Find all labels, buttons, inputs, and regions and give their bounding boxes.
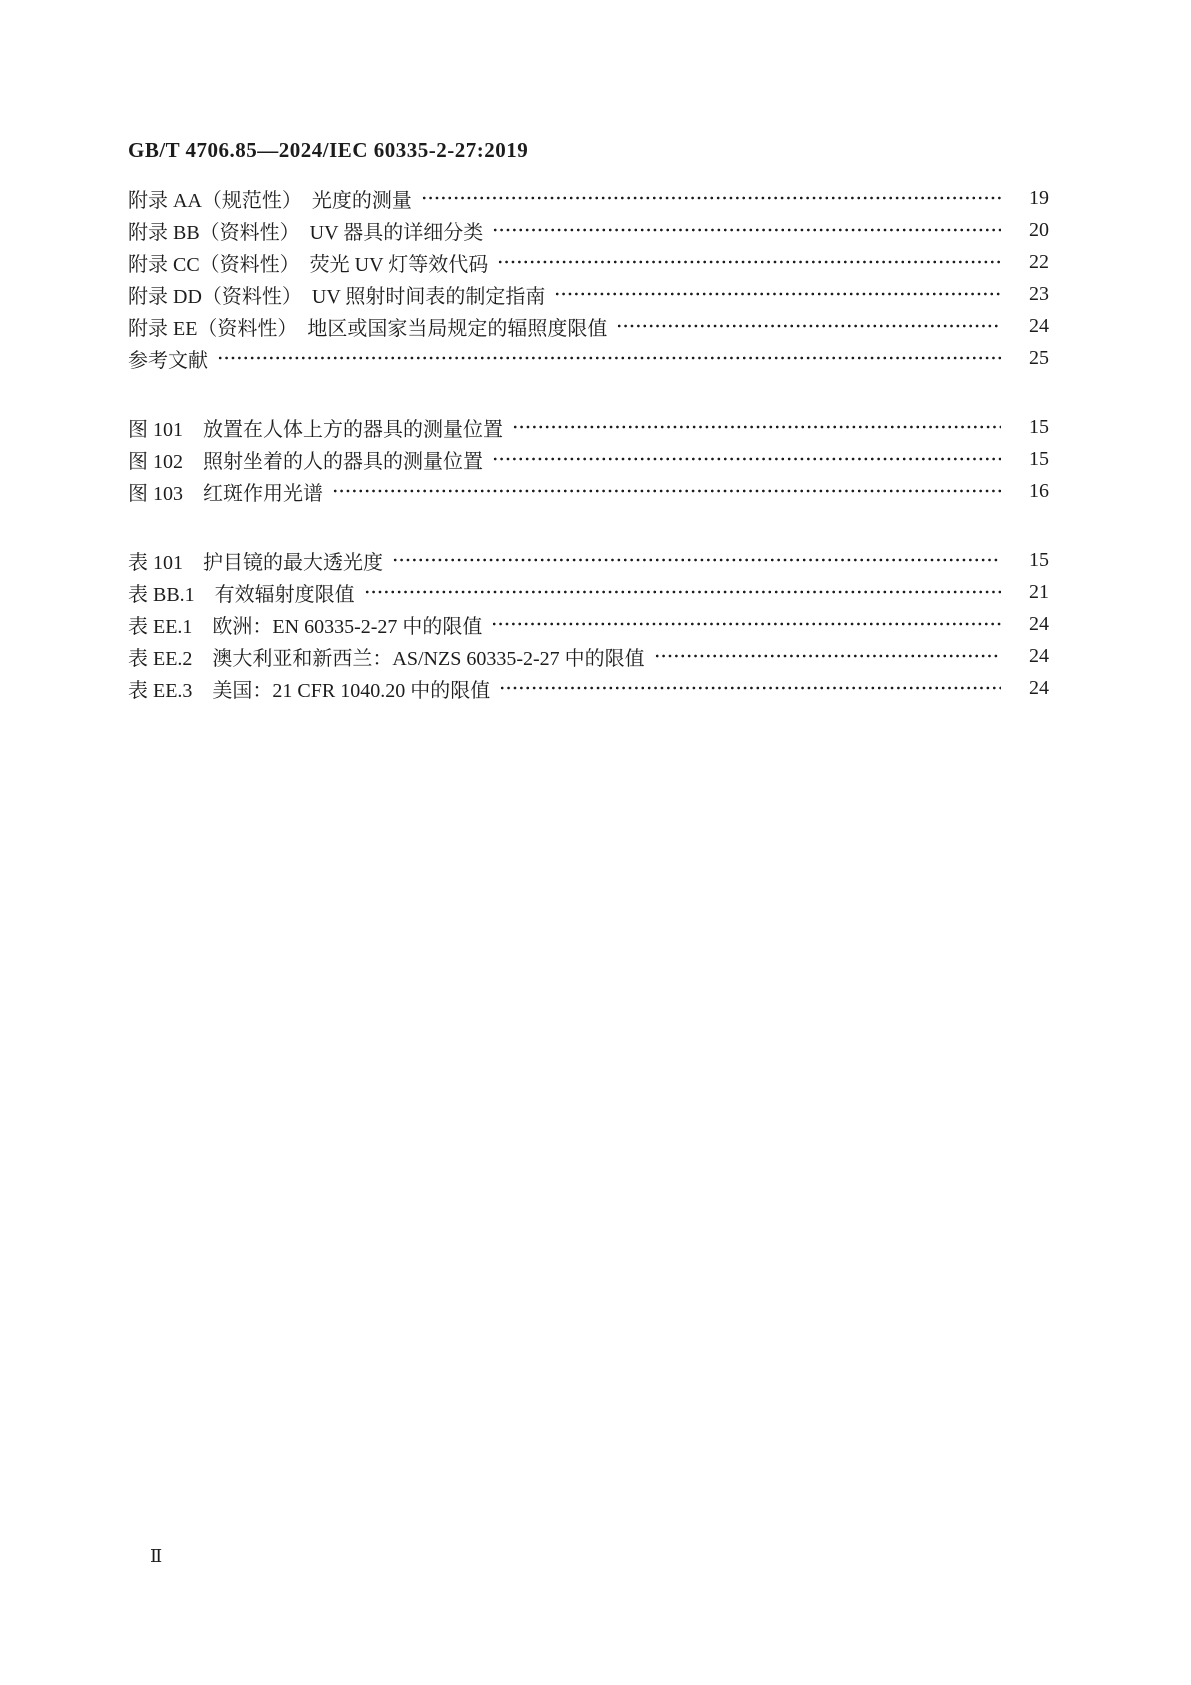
toc-entry-text: 表 101 护目镜的最大透光度 — [128, 551, 383, 574]
toc-section-tables — [128, 544, 1049, 704]
toc-entry-text: 表 EE.3 美国：21 CFR 1040.20 中的限值 — [128, 679, 491, 702]
toc-entry-figure-103 — [128, 475, 1049, 507]
toc-entry-table-bb1 — [128, 576, 1049, 608]
toc-entry-text: 附录 EE（资料性） 地区或国家当局规定的辐照度限值 — [128, 317, 608, 340]
toc-entry-table-101 — [128, 544, 1049, 576]
dot-leader — [654, 640, 1001, 672]
toc-section-annexes — [128, 182, 1049, 374]
toc-entry-page: 15 — [1029, 548, 1049, 571]
toc-entry-text: 表 EE.1 欧洲：EN 60335-2-27 中的限值 — [128, 615, 483, 638]
toc-entry-text: 附录 DD（资料性） UV 照射时间表的制定指南 — [128, 285, 546, 308]
dot-leader — [364, 576, 1001, 608]
toc-entry-page: 24 — [1029, 644, 1049, 667]
document-standard-number: GB/T 4706.85—2024/IEC 60335-2-27:2019 — [128, 138, 529, 162]
toc-entry-annex-cc — [128, 246, 1049, 278]
toc-entry-text: 表 EE.2 澳大利亚和新西兰：AS/NZS 60335-2-27 中的限值 — [128, 647, 645, 670]
toc-entry-page: 19 — [1029, 186, 1049, 209]
dot-leader — [392, 544, 1001, 576]
toc-entry-annex-dd — [128, 278, 1049, 310]
toc-entry-text: 参考文献 — [128, 349, 208, 372]
toc-entry-page: 16 — [1029, 479, 1049, 502]
dot-leader — [554, 278, 1001, 310]
toc-entry-text: 表 BB.1 有效辐射度限值 — [128, 583, 355, 606]
dot-leader — [332, 475, 1001, 507]
toc-entry-page: 22 — [1029, 250, 1049, 273]
toc-entry-annex-aa — [128, 182, 1049, 214]
dot-leader — [497, 246, 1001, 278]
dot-leader — [217, 342, 1001, 374]
toc-entry-page: 24 — [1029, 676, 1049, 699]
toc-entry-page: 15 — [1029, 415, 1049, 438]
toc-entry-text: 图 101 放置在人体上方的器具的测量位置 — [128, 418, 503, 441]
toc-entry-text: 附录 BB（资料性） UV 器具的详细分类 — [128, 221, 484, 244]
toc-entry-text: 附录 CC（资料性） 荧光 UV 灯等效代码 — [128, 253, 489, 276]
dot-leader — [492, 443, 1001, 475]
toc-entry-table-ee3 — [128, 672, 1049, 704]
toc-entry-page: 24 — [1029, 612, 1049, 635]
toc-entry-text: 图 102 照射坐着的人的器具的测量位置 — [128, 450, 483, 473]
toc-entry-figure-101 — [128, 411, 1049, 443]
toc-entry-page: 25 — [1029, 346, 1049, 369]
toc-entry-references — [128, 342, 1049, 374]
dot-leader — [616, 310, 1001, 342]
toc-entry-annex-ee — [128, 310, 1049, 342]
dot-leader — [421, 182, 1001, 214]
toc-entry-page: 21 — [1029, 580, 1049, 603]
toc-entry-annex-bb — [128, 214, 1049, 246]
toc-entry-text: 图 103 红斑作用光谱 — [128, 482, 323, 505]
dot-leader — [512, 411, 1001, 443]
dot-leader — [499, 672, 1001, 704]
table-of-contents — [128, 182, 1049, 704]
toc-entry-text: 附录 AA（规范性） 光度的测量 — [128, 189, 412, 212]
toc-section-figures — [128, 411, 1049, 507]
dot-leader — [492, 214, 1001, 246]
toc-entry-page: 20 — [1029, 218, 1049, 241]
toc-entry-page: 24 — [1029, 314, 1049, 337]
toc-entry-table-ee1 — [128, 608, 1049, 640]
page-number: Ⅱ — [150, 1546, 164, 1566]
toc-entry-page: 23 — [1029, 282, 1049, 305]
dot-leader — [491, 608, 1001, 640]
toc-entry-figure-102 — [128, 443, 1049, 475]
toc-entry-table-ee2 — [128, 640, 1049, 672]
toc-entry-page: 15 — [1029, 447, 1049, 470]
